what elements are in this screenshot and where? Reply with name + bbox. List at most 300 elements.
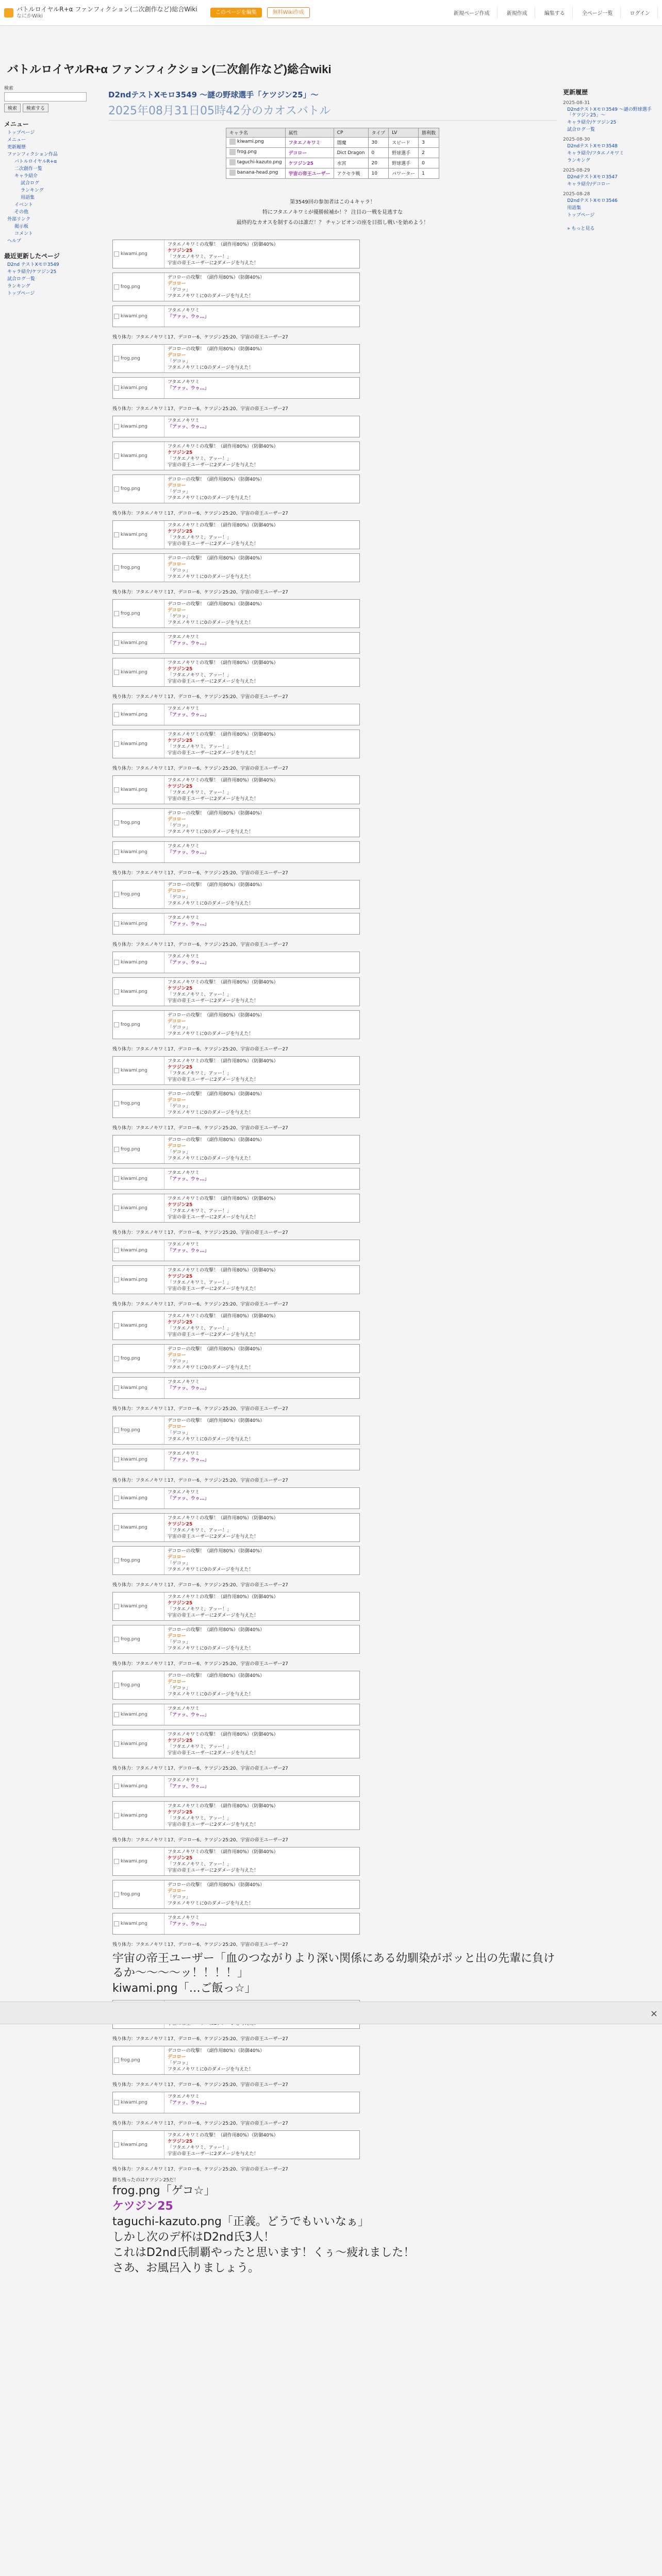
broken-image-icon bbox=[114, 1712, 119, 1717]
update-item[interactable]: D2ndテストXモロ3546 bbox=[567, 198, 618, 204]
message-line: 宇宙の帝王ユーザーに2ダメージを与えた！ bbox=[168, 463, 259, 468]
cell-text: 0 bbox=[422, 160, 425, 166]
more-link[interactable]: » もっと見る bbox=[567, 226, 595, 231]
message-line: デコローの攻撃！（副作用80%）（防御40%） bbox=[168, 883, 265, 888]
update-item[interactable]: D2ndテストXモロ3547 bbox=[567, 175, 618, 180]
image-alt-text: kiwami.png bbox=[121, 1068, 147, 1073]
image-alt-text: kiwami.png bbox=[121, 2100, 147, 2105]
message-line: 宇宙の帝王ユーザーに2ダメージを与えた！ bbox=[168, 679, 259, 684]
broken-image-icon bbox=[114, 424, 119, 429]
message-line: フタエノキワミの攻撃！（副作用80%）（防御40%） bbox=[168, 1850, 278, 1855]
message-text bbox=[164, 1625, 268, 1653]
image-alt-text: kiwami.png bbox=[121, 670, 147, 675]
table-header: タイプ bbox=[368, 128, 389, 138]
battle-message-box bbox=[112, 520, 360, 549]
message-line: デコロー bbox=[168, 281, 186, 286]
message-line: 「ゲコッ」 bbox=[168, 2061, 191, 2066]
message-line: デコロー bbox=[168, 1680, 186, 1685]
message-line: デコローの攻撃！（副作用80%）（防御40%） bbox=[168, 811, 265, 816]
character-image bbox=[113, 1057, 164, 1084]
message-text bbox=[164, 1378, 212, 1398]
message-line: デコローの攻撃！（副作用80%）（防御40%） bbox=[168, 1347, 265, 1352]
menu-item[interactable]: バトルロイヤルR+α bbox=[14, 159, 57, 164]
topnav-new-page[interactable]: 新規ページ作成 bbox=[446, 7, 498, 19]
message-line: フタエノキワミに0のダメージを与えた！ bbox=[168, 1365, 254, 1370]
character-image bbox=[113, 521, 164, 549]
recent-item[interactable]: キャラ紹介/ケツジン25 bbox=[7, 269, 57, 275]
character-image bbox=[113, 600, 164, 628]
battle-message-box bbox=[112, 808, 360, 837]
message-line: フタエノキワミの攻撃！（副作用80%）（防御40%） bbox=[168, 1268, 278, 1273]
right-sidebar bbox=[563, 88, 658, 231]
message-line: フタエノキワミの攻撃！（副作用80%）（防御40%） bbox=[168, 1804, 278, 1809]
cell-text: パワーター bbox=[392, 172, 416, 177]
image-alt-text: frog.png bbox=[121, 1892, 140, 1897]
menu-item[interactable]: その他 bbox=[14, 210, 29, 215]
broken-image-icon bbox=[114, 1892, 119, 1897]
broken-image-icon bbox=[114, 1277, 119, 1282]
menu-item[interactable]: 二次創作一覧 bbox=[14, 166, 43, 172]
message-text bbox=[164, 475, 268, 503]
message-line: 「アァッ、ウゥ…」 bbox=[168, 314, 209, 319]
broken-image-icon bbox=[114, 787, 119, 792]
closing-line: これはD2nd氏制覇やったと思います！くぅ〜疲れました！ bbox=[112, 2246, 415, 2259]
message-line: 宇宙の帝王ユーザーに2ダメージを与えた！ bbox=[168, 1868, 259, 1873]
message-text bbox=[164, 880, 268, 908]
battle-message-box bbox=[112, 730, 360, 758]
message-text bbox=[164, 240, 282, 268]
cell-text[interactable]: frog.png bbox=[237, 149, 257, 155]
battle-message-box bbox=[112, 977, 360, 1006]
message-line: フタエノキワミ bbox=[168, 2094, 200, 2099]
broken-image-icon bbox=[114, 1022, 119, 1027]
image-alt-text: kiwami.png bbox=[121, 1277, 147, 1282]
message-text bbox=[164, 1312, 282, 1340]
character-image bbox=[113, 345, 164, 372]
battle-message-box bbox=[112, 1913, 360, 1935]
edit-page-button[interactable]: このページを編集 bbox=[210, 8, 262, 18]
character-image bbox=[113, 1913, 164, 1934]
character-image bbox=[113, 633, 164, 653]
image-alt-text: kiwami.png bbox=[121, 1457, 147, 1462]
left-sidebar bbox=[0, 82, 103, 298]
battle-message-box bbox=[112, 474, 360, 503]
recent-item[interactable]: ランキング bbox=[7, 284, 30, 289]
table-cell bbox=[419, 148, 439, 158]
message-line: デコロー bbox=[168, 1353, 186, 1358]
topnav-all-pages[interactable]: 全ページ一覧 bbox=[575, 7, 621, 19]
message-line: 「ゲコッ」 bbox=[168, 1359, 191, 1364]
message-line: フタエノキワミ bbox=[168, 1171, 200, 1176]
table-cell bbox=[389, 148, 419, 158]
table-cell bbox=[368, 138, 389, 148]
message-line: ケツジン25 bbox=[168, 1522, 193, 1527]
topnav-edit[interactable]: 編集する bbox=[537, 7, 573, 19]
message-text bbox=[164, 521, 282, 549]
character-image bbox=[113, 1168, 164, 1189]
menu-item[interactable]: 用語集 bbox=[21, 195, 35, 200]
broken-image-icon bbox=[114, 989, 119, 994]
message-line: デコローの攻撃！（副作用80%）（防御40%） bbox=[168, 1549, 265, 1554]
character-image bbox=[113, 880, 164, 908]
remaining-hp-line: 残り体力：フタエノキワミ17、デコロー6、ケツジン25:20、宇宙の帝王ユーザー27 bbox=[112, 766, 288, 771]
character-image bbox=[113, 1625, 164, 1653]
broken-image-icon bbox=[114, 921, 119, 926]
message-line: 「フタエノキワミ、アッー！」 bbox=[168, 535, 232, 540]
search-input[interactable] bbox=[4, 92, 87, 101]
menu-item[interactable]: トップページ bbox=[7, 130, 35, 135]
battle-message-box bbox=[112, 377, 360, 399]
message-text bbox=[164, 1730, 282, 1758]
message-line: デコローの攻撃！（副作用80%）（防御40%） bbox=[168, 556, 265, 561]
message-text bbox=[164, 1168, 212, 1189]
message-line: ケツジン25 bbox=[168, 986, 193, 991]
topnav-new[interactable]: 新規作成 bbox=[500, 7, 535, 19]
remaining-hp-line: 残り体力：フタエノキワミ17、デコロー6、ケツジン25:20、宇宙の帝王ユーザー27 bbox=[112, 694, 288, 700]
image-alt-text: kiwami.png bbox=[121, 532, 147, 537]
image-alt-text: kiwami.png bbox=[121, 424, 147, 429]
message-line: 宇宙の帝王ユーザーに2ダメージを与えた！ bbox=[168, 1332, 259, 1337]
battle-message-box bbox=[112, 1377, 360, 1399]
message-text bbox=[164, 978, 282, 1006]
create-wiki-button[interactable]: 無料Wiki作成 bbox=[267, 7, 310, 18]
brand[interactable] bbox=[4, 6, 205, 20]
battle-message-box bbox=[112, 2046, 360, 2075]
message-line: 「フタエノキワミ、アッー！」 bbox=[168, 744, 232, 750]
cell-text: アクセラ戦 bbox=[337, 172, 360, 177]
table-cell bbox=[226, 138, 285, 148]
cell-image bbox=[229, 149, 257, 155]
cell-text: 宇宙の帝王ユーザー bbox=[288, 172, 330, 177]
remaining-hp-line: 残り体力：フタエノキワミ17、デコロー6、ケツジン25:20、宇宙の帝王ユーザー27 bbox=[112, 1230, 288, 1235]
character-image bbox=[113, 1704, 164, 1725]
image-alt-text: kiwami.png bbox=[121, 1206, 147, 1211]
message-line: デコロー bbox=[168, 1634, 186, 1639]
message-line: 「アァッ、ウゥ…」 bbox=[168, 1177, 209, 1182]
message-line: 「フタエノキワミ、アッー！」 bbox=[168, 1326, 232, 1331]
battle-message-box bbox=[112, 1704, 360, 1725]
table-row bbox=[226, 168, 439, 179]
image-alt-text: kiwami.png bbox=[121, 1176, 147, 1181]
message-line: 「アァッ、ウゥ…」 bbox=[168, 2100, 209, 2106]
battle-message-box bbox=[112, 632, 360, 654]
table-row bbox=[226, 148, 439, 158]
update-item[interactable]: キャラ紹介/デコロー bbox=[567, 182, 610, 187]
cell-text[interactable]: banana-head.png bbox=[237, 170, 278, 175]
message-line: フタエノキワミに0のダメージを与えた！ bbox=[168, 1031, 254, 1037]
message-line: フタエノキワミの攻撃！（副作用80%）（防御40%） bbox=[168, 2133, 278, 2138]
menu-item[interactable]: イベント bbox=[14, 202, 34, 208]
character-image bbox=[113, 1671, 164, 1699]
message-line: フタエノキワミに0のダメージを与えた！ bbox=[168, 1567, 254, 1572]
image-alt-text: frog.png bbox=[121, 1101, 140, 1106]
message-line: フタエノキワミ bbox=[168, 1916, 200, 1921]
message-line: 「フタエノキワミ、アッー！」 bbox=[168, 673, 232, 678]
message-text bbox=[164, 1488, 212, 1509]
message-text bbox=[164, 2046, 268, 2074]
update-item[interactable]: 用語集 bbox=[567, 206, 582, 211]
image-alt-text: frog.png bbox=[121, 356, 140, 361]
message-line: 宇宙の帝王ユーザーに2ダメージを与えた！ bbox=[168, 1534, 259, 1539]
battle-message-box bbox=[112, 1546, 360, 1575]
menu-item[interactable]: 試合ログ bbox=[21, 181, 40, 186]
menu-item[interactable]: ファンフィクション作品 bbox=[7, 152, 58, 157]
remaining-hp-line: 残り体力：フタエノキワミ17、デコロー6、ケツジン25:20、宇宙の帝王ユーザー27 bbox=[112, 406, 288, 412]
message-line: ケツジン25 bbox=[168, 1738, 193, 1743]
table-cell bbox=[419, 158, 439, 168]
broken-image-icon bbox=[114, 1176, 119, 1181]
character-image bbox=[113, 1880, 164, 1908]
battle-message-box bbox=[112, 2130, 360, 2159]
topnav-login[interactable]: ログイン bbox=[623, 7, 658, 19]
message-line: 「ゲコッ」 bbox=[168, 1025, 191, 1030]
table-header: LV bbox=[389, 128, 419, 138]
message-text bbox=[164, 1880, 268, 1908]
update-item[interactable]: キャラ紹介/フタエノキワミ bbox=[567, 151, 624, 156]
message-text bbox=[164, 704, 212, 725]
battle-message-box bbox=[112, 1194, 360, 1223]
character-image-icon bbox=[229, 139, 236, 145]
cell-text: Dict Dragon bbox=[337, 150, 365, 156]
message-line: デコローの攻撃！（副作用80%）（防御40%） bbox=[168, 1673, 265, 1679]
message-line: デコローの攻撃！（副作用80%）（防御40%） bbox=[168, 347, 265, 352]
battle-message-box bbox=[112, 1265, 360, 1294]
battle-message-box bbox=[112, 841, 360, 863]
cell-text: 3 bbox=[422, 140, 425, 145]
battle-message-box bbox=[112, 1416, 360, 1445]
message-text bbox=[164, 1194, 282, 1222]
message-line: 「ゲコッ」 bbox=[168, 614, 191, 619]
image-alt-text: kiwami.png bbox=[121, 1784, 147, 1789]
update-item[interactable]: D2ndテストXモロ3548 bbox=[567, 144, 618, 149]
cell-text[interactable]: taguchi-kazuto.png bbox=[237, 160, 282, 165]
image-alt-text: kiwami.png bbox=[121, 385, 147, 391]
table-cell bbox=[226, 148, 285, 158]
menu-item[interactable]: メニュー bbox=[7, 138, 26, 143]
character-image bbox=[113, 554, 164, 582]
remaining-hp-line: 残り体力：フタエノキワミ17、デコロー6、ケツジン25:20、宇宙の帝王ユーザー27 bbox=[112, 1478, 288, 1483]
update-item[interactable]: 試合ログ一覧 bbox=[567, 127, 595, 132]
message-line: フタエノキワミに0のダメージを与えた！ bbox=[168, 620, 254, 625]
message-line: フタエノキワミの攻撃！（副作用80%）（防御40%） bbox=[168, 1516, 278, 1521]
message-text bbox=[164, 913, 212, 934]
cell-image bbox=[229, 159, 282, 165]
message-line: 「ゲコッ」 bbox=[168, 1150, 191, 1155]
recent-item[interactable]: D2nd テストXモロ3549 bbox=[7, 262, 59, 267]
quote-line: 宇宙の帝王ユーザー「血のつながりより深い関係にある幼馴染がポッと出の先輩に負けるか〜〜〜〜ッ！！！！」 bbox=[112, 1952, 555, 1979]
menu-item[interactable]: ランキング bbox=[21, 188, 44, 193]
update-item[interactable]: D2ndテストXモロ3549 〜謎の野球選手「ケツジン25」〜 bbox=[567, 107, 652, 118]
table-cell bbox=[334, 148, 368, 158]
message-line: デコローの攻撃！（副作用80%）（防御40%） bbox=[168, 1883, 265, 1888]
remaining-hp-line: 残り体力：フタエノキワミ17、デコロー6、ケツジン25:20、宇宙の帝王ユーザー27 bbox=[112, 2082, 288, 2088]
message-text bbox=[164, 730, 282, 758]
message-line: デコロー bbox=[168, 817, 186, 822]
remaining-hp-line: 残り体力：フタエノキワミ17、デコロー6、ケツジン25:20、宇宙の帝王ユーザー27 bbox=[112, 1766, 288, 1771]
section-heading-1: 2025年08月31日05時42分のカオスバトル bbox=[108, 101, 557, 121]
image-alt-text: frog.png bbox=[121, 2058, 140, 2063]
broken-image-icon bbox=[114, 850, 119, 855]
image-alt-text: kiwami.png bbox=[121, 314, 147, 319]
table-cell bbox=[419, 168, 439, 179]
broken-image-icon bbox=[114, 1496, 119, 1501]
table-cell bbox=[389, 168, 419, 179]
search-button[interactable]: 検索 bbox=[4, 104, 21, 112]
update-item[interactable]: ランキング bbox=[567, 158, 590, 163]
image-alt-text: kiwami.png bbox=[121, 989, 147, 994]
battle-message-box bbox=[112, 306, 360, 327]
cell-text: 闇魔 bbox=[337, 141, 346, 146]
menu-item[interactable]: 外部リンク bbox=[7, 217, 30, 222]
message-line: 「フタエノキワミ、アッー！」 bbox=[168, 255, 232, 260]
character-image bbox=[113, 952, 164, 973]
cell-text: スピード bbox=[392, 141, 410, 146]
message-line: デコロー bbox=[168, 562, 186, 567]
battle-message-box bbox=[112, 880, 360, 909]
message-line: 「ゲコッ」 bbox=[168, 287, 191, 293]
message-line: 「ゲコッ」 bbox=[168, 1561, 191, 1566]
image-alt-text: frog.png bbox=[121, 284, 140, 290]
message-line: ケツジン25 bbox=[168, 529, 193, 534]
update-date: 2025-08-28 bbox=[563, 192, 590, 197]
table-cell bbox=[226, 158, 285, 168]
remaining-hp-line: 残り体力：フタエノキワミ17、デコロー6、ケツジン25:20、宇宙の帝王ユーザー27 bbox=[112, 1662, 288, 1667]
message-line: 「フタエノキワミ、アッー！」 bbox=[168, 456, 232, 462]
image-alt-text: kiwami.png bbox=[121, 640, 147, 646]
menu-item[interactable]: コメント bbox=[14, 231, 34, 236]
message-line: 「フタエノキワミ、アッー！」 bbox=[168, 992, 232, 997]
cell-text: 2 bbox=[422, 150, 425, 156]
message-line: フタエノキワミの攻撃！（副作用80%）（防御40%） bbox=[168, 732, 278, 737]
menu-item[interactable]: ヘルプ bbox=[7, 239, 22, 244]
overlay-ad-bar bbox=[0, 2002, 662, 2024]
battle-message-box bbox=[112, 952, 360, 973]
message-line: デコロー bbox=[168, 1144, 186, 1149]
message-text bbox=[164, 1514, 282, 1541]
image-alt-text: kiwami.png bbox=[121, 251, 147, 257]
message-line: フタエノキワミに0のダメージを与えた！ bbox=[168, 1901, 254, 1906]
table-header: 勝利数 bbox=[419, 128, 439, 138]
menu-item[interactable]: 更新履歴 bbox=[7, 145, 26, 150]
remaining-hp-line: 残り体力：フタエノキワミ17、デコロー6、ケツジン25:20、宇宙の帝王ユーザー27 bbox=[112, 1302, 288, 1307]
wiki-title[interactable]: バトルロイヤルR+α ファンフィクション(二次創作など)総合wiki bbox=[7, 63, 332, 76]
winner-announcement: 勝ち残ったのはケツジン25だ！ bbox=[112, 2178, 179, 2183]
character-image bbox=[113, 1547, 164, 1574]
message-line: 「アァッ、ウゥ…」 bbox=[168, 425, 209, 430]
message-text bbox=[164, 2131, 282, 2159]
character-image bbox=[113, 1592, 164, 1620]
character-image bbox=[113, 1848, 164, 1875]
message-line: フタエノキワミに0のダメージを与えた！ bbox=[168, 2067, 254, 2072]
message-text bbox=[164, 842, 212, 862]
broken-image-icon bbox=[114, 892, 119, 897]
message-line: 「フタエノキワミ、アッー！」 bbox=[168, 1071, 232, 1076]
remaining-hp-line: 残り体力：フタエノキワミ17、デコロー6、ケツジン25:20、宇宙の帝王ユーザー27 bbox=[112, 2121, 288, 2126]
image-alt-text: kiwami.png bbox=[121, 1712, 147, 1717]
broken-image-icon bbox=[114, 640, 119, 646]
message-text bbox=[164, 442, 282, 470]
broken-image-icon bbox=[114, 1428, 119, 1433]
broken-image-icon bbox=[114, 960, 119, 965]
intro-line-3: 最終的なカオスを制するのは誰だ！？ チャンピオンの座を目指し戦いを始めよう！ bbox=[236, 220, 429, 226]
closing-line: しかし次のデ杯はD2nd氏3人！ bbox=[112, 2231, 275, 2244]
table-header: キャラ名 bbox=[226, 128, 285, 138]
message-text bbox=[164, 306, 212, 327]
message-text bbox=[164, 2092, 212, 2113]
table-cell bbox=[368, 158, 389, 168]
broken-image-icon bbox=[114, 356, 119, 361]
menu-list bbox=[4, 130, 99, 244]
intro-line-2: 特にフタエノキワミが優勝候補か！？ 注目の一戦を見逃すな bbox=[262, 210, 403, 215]
message-line: デコロー bbox=[168, 2055, 186, 2060]
battle-message-box bbox=[112, 442, 360, 470]
update-item[interactable]: キャラ紹介/ケツジン25 bbox=[567, 120, 617, 125]
message-line: ケツジン25 bbox=[168, 738, 193, 743]
remaining-hp-line: 残り体力：フタエノキワミ17、デコロー6、ケツジン25:20、宇宙の帝王ユーザー27 bbox=[112, 2037, 288, 2042]
broken-image-icon bbox=[114, 1525, 119, 1530]
close-icon[interactable]: × bbox=[650, 2008, 658, 2019]
update-item[interactable]: トップページ bbox=[567, 213, 595, 218]
message-line: 宇宙の帝王ユーザーに2ダメージを与えた！ bbox=[168, 1215, 259, 1220]
top-nav bbox=[446, 7, 658, 19]
message-line: フタエノキワミの攻撃！（副作用80%）（防御40%） bbox=[168, 1059, 278, 1064]
search-label: 検索 bbox=[4, 86, 14, 91]
image-alt-text: kiwami.png bbox=[121, 1385, 147, 1391]
recent-item[interactable]: 試合ログ一覧 bbox=[7, 277, 36, 282]
message-line: フタエノキワミ bbox=[168, 635, 200, 640]
broken-image-icon bbox=[114, 1457, 119, 1462]
message-text bbox=[164, 1345, 268, 1372]
broken-image-icon bbox=[114, 1683, 119, 1688]
menu-item[interactable]: キャラ紹介 bbox=[14, 174, 38, 179]
message-line: 「アァッ、ウゥ…」 bbox=[168, 641, 209, 646]
message-line: 「アァッ、ウゥ…」 bbox=[168, 1784, 209, 1789]
table-cell bbox=[389, 138, 419, 148]
character-image bbox=[113, 842, 164, 862]
message-line: ケツジン25 bbox=[168, 1065, 193, 1070]
battle-message-box bbox=[112, 1847, 360, 1876]
battle-message-box bbox=[112, 1311, 360, 1340]
image-alt-text: kiwami.png bbox=[121, 1859, 147, 1864]
message-line: デコロー bbox=[168, 1889, 186, 1894]
battle-message-box bbox=[112, 240, 360, 268]
battle-message-box bbox=[112, 1449, 360, 1470]
remaining-hp-line: 残り体力：フタエノキワミ17、デコロー6、ケツジン25:20、宇宙の帝王ユーザー27 bbox=[112, 2167, 288, 2172]
image-alt-text: frog.png bbox=[121, 892, 140, 897]
message-line: 「ゲコッ」 bbox=[168, 489, 191, 495]
table-header: 属性 bbox=[285, 128, 334, 138]
character-image bbox=[113, 776, 164, 804]
message-text bbox=[164, 658, 282, 686]
menu-item[interactable]: 掲示板 bbox=[14, 224, 29, 229]
character-image bbox=[113, 913, 164, 934]
character-image-icon bbox=[229, 159, 236, 165]
table-cell bbox=[334, 158, 368, 168]
cell-text[interactable]: kiwami.png bbox=[237, 139, 264, 144]
character-image bbox=[113, 1345, 164, 1372]
battle-message-box bbox=[112, 599, 360, 628]
character-image bbox=[113, 1378, 164, 1398]
message-line: フタエノキワミの攻撃！（副作用80%）（防御40%） bbox=[168, 242, 278, 247]
message-text bbox=[164, 1704, 212, 1725]
update-date: 2025-08-30 bbox=[563, 137, 590, 142]
recent-item[interactable]: トップページ bbox=[7, 291, 35, 296]
search-submit-button[interactable]: 検索する bbox=[23, 104, 48, 112]
image-alt-text: frog.png bbox=[121, 611, 140, 616]
message-text bbox=[164, 1057, 282, 1084]
message-line: フタエノキワミ bbox=[168, 1706, 200, 1711]
battle-message-box bbox=[112, 775, 360, 804]
